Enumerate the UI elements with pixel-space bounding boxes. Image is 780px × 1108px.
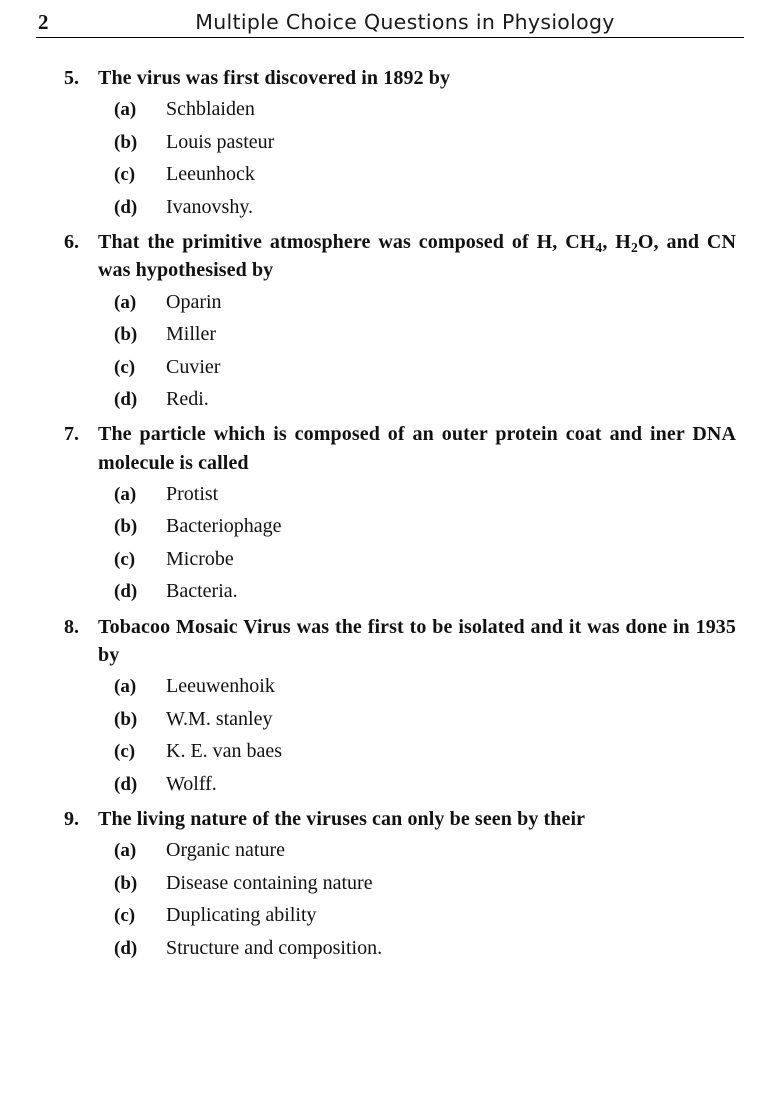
list-item[interactable] — [36, 771, 744, 797]
option-list — [36, 837, 744, 961]
list-item[interactable] — [36, 289, 744, 315]
option-letter: (a) — [114, 291, 137, 313]
list-item[interactable] — [36, 513, 744, 539]
option-list — [36, 289, 744, 413]
option-text: Organic nature — [166, 839, 286, 862]
question-item — [36, 420, 744, 604]
question-heading — [36, 420, 744, 477]
question-item — [36, 64, 744, 220]
option-text: Leeuwenhoik — [166, 675, 275, 698]
page-header — [36, 10, 744, 38]
option-letter: (d) — [114, 581, 138, 603]
list-item[interactable] — [36, 354, 744, 380]
option-letter: (b) — [114, 872, 138, 894]
list-item[interactable] — [36, 96, 744, 122]
list-item[interactable] — [36, 194, 744, 220]
list-item[interactable] — [36, 738, 744, 764]
formula-subscript: 2 — [630, 239, 638, 255]
option-letter: (d) — [114, 773, 138, 795]
option-text: Louis pasteur — [166, 130, 275, 153]
formula-part: CH — [565, 230, 596, 253]
question-heading — [36, 228, 744, 285]
option-letter: (b) — [114, 708, 138, 730]
question-item — [36, 228, 744, 412]
question-number: 8. — [64, 615, 79, 638]
list-item[interactable] — [36, 902, 744, 928]
option-list — [36, 673, 744, 797]
option-letter: (a) — [114, 484, 137, 506]
option-list — [36, 96, 744, 220]
option-text: Bacteria. — [166, 580, 238, 603]
question-item — [36, 805, 744, 961]
list-item[interactable] — [36, 706, 744, 732]
option-letter: (b) — [114, 131, 138, 153]
option-text: Structure and composition. — [166, 936, 383, 959]
option-text: Schblaiden — [166, 98, 255, 121]
option-letter: (c) — [114, 164, 136, 186]
question-text-line1: That the primitive atmosphere was composed of H, — [98, 230, 558, 253]
option-text: Microbe — [166, 547, 234, 570]
page-number: 2 — [38, 10, 49, 34]
option-letter: (d) — [114, 196, 138, 218]
question-heading — [36, 64, 744, 92]
option-text: Duplicating ability — [166, 904, 317, 927]
question-number: 7. — [64, 423, 79, 446]
option-text: Protist — [166, 483, 219, 506]
option-text: Redi. — [166, 387, 209, 410]
list-item[interactable] — [36, 386, 744, 412]
option-letter: (c) — [114, 905, 136, 927]
option-text: Disease containing nature — [166, 871, 373, 894]
option-text: Wolff. — [166, 772, 217, 795]
list-item[interactable] — [36, 935, 744, 961]
list-item[interactable] — [36, 321, 744, 347]
list-item[interactable] — [36, 673, 744, 699]
question-heading — [36, 613, 744, 670]
option-text: W.M. stanley — [166, 707, 273, 730]
question-text: The virus was first discovered in 1892 by — [98, 67, 451, 89]
option-text: Bacteriophage — [166, 515, 282, 538]
formula-part: O, and CN was hypothesised by — [98, 230, 737, 282]
option-text: Cuvier — [166, 355, 221, 378]
option-letter: (d) — [114, 388, 138, 410]
option-letter: (a) — [114, 676, 137, 698]
formula-subscript: 4 — [595, 239, 603, 255]
list-item[interactable] — [36, 837, 744, 863]
question-heading — [36, 805, 744, 833]
list-item[interactable] — [36, 870, 744, 896]
option-text: Leeunhock — [166, 163, 255, 186]
option-letter: (a) — [114, 840, 137, 862]
question-text: The living nature of the viruses can only be seen by their — [98, 807, 586, 830]
list-item[interactable] — [36, 161, 744, 187]
question-number: 9. — [64, 807, 79, 830]
option-letter: (d) — [114, 937, 138, 959]
running-head-title: Multiple Choice Questions in Physiology — [195, 10, 615, 34]
option-text: Ivanovshy. — [166, 195, 254, 218]
question-item — [36, 613, 744, 797]
question-text: Tobacoo Mosaic Virus was the first to be isolated and it was done in 1935 by — [98, 615, 736, 667]
question-number: 5. — [64, 67, 79, 89]
question-number: 6. — [64, 230, 79, 253]
list-item[interactable] — [36, 129, 744, 155]
option-text: Oparin — [166, 290, 222, 313]
option-letter: (c) — [114, 741, 136, 763]
question-text — [98, 228, 744, 285]
option-letter: (c) — [114, 548, 136, 570]
option-letter: (b) — [114, 324, 138, 346]
option-list — [36, 481, 744, 605]
list-item[interactable] — [36, 481, 744, 507]
list-item[interactable] — [36, 546, 744, 572]
list-item[interactable] — [36, 578, 744, 604]
option-letter: (c) — [114, 356, 136, 378]
option-letter: (a) — [114, 99, 137, 121]
option-letter: (b) — [114, 516, 138, 538]
question-text: The particle which is composed of an outer protein coat and iner DNA molecule is called — [98, 423, 736, 474]
option-text: Miller — [166, 323, 216, 346]
formula-part: , H — [602, 230, 631, 253]
option-text: K. E. van baes — [166, 740, 283, 763]
